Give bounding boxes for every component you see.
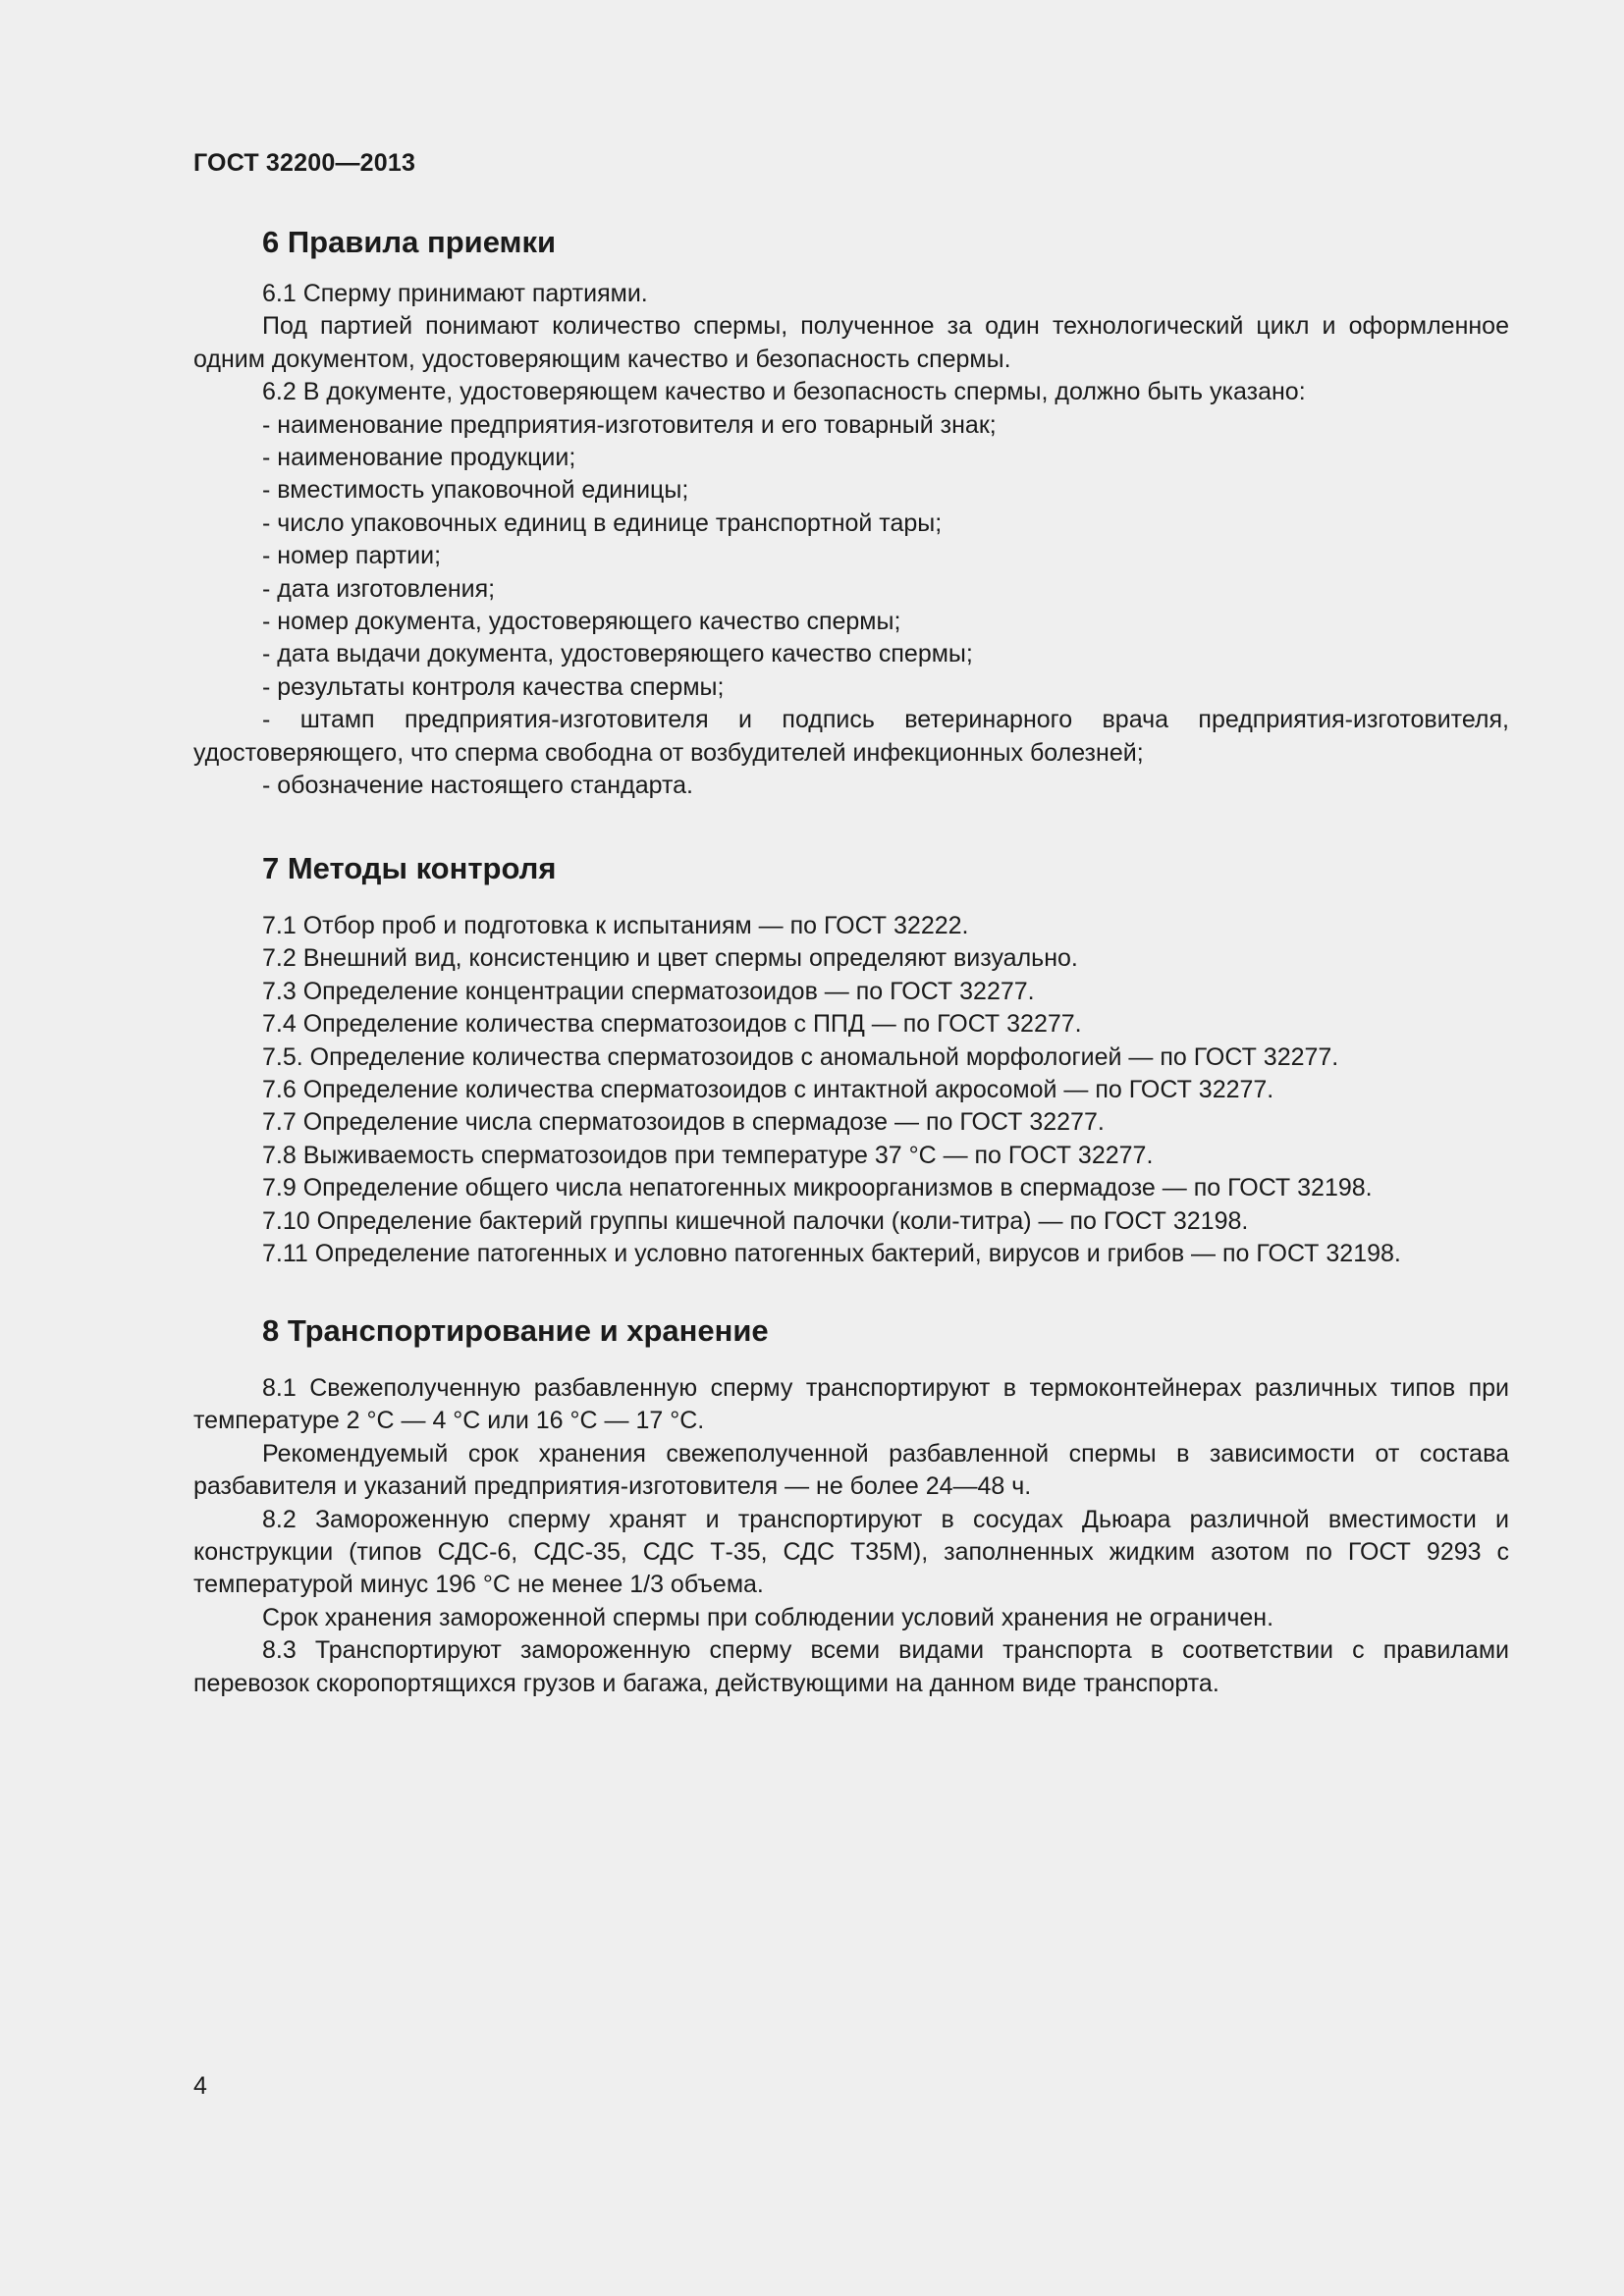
list-item: - число упаковочных единиц в единице транспортной тары; (262, 508, 943, 537)
section-8-paragraph-2: Рекомендуемый срок хранения свежеполученной разбавленной спермы в зависимости от состава разбавителя и указаний предприятия-изготовителя — не более 24—48 ч. (193, 1439, 1509, 1501)
list-item: 7.3 Определение концентрации сперматозоидов — по ГОСТ 32277. (262, 977, 1035, 1005)
list-item: 7.6 Определение количества сперматозоидов с интактной акросомой — по ГОСТ 32277. (262, 1076, 1274, 1104)
section-6-paragraph-1: 6.1 Сперму принимают партиями. (262, 280, 648, 307)
section-8-heading: 8 Транспортирование и хранение (262, 1313, 769, 1348)
section-6-paragraph-2: Под партией понимают количество спермы, полученное за один технологический цикл и оформленное одним документом, удостоверяющим качество и безопасность спермы. (193, 312, 1509, 373)
list-item: 7.1 Отбор проб и подготовка к испытаниям — по ГОСТ 32222. (262, 912, 969, 939)
list-item: - номер документа, удостоверяющего качество спермы; (262, 608, 901, 636)
list-item: 7.2 Внешний вид, консистенцию и цвет спермы определяют визуально. (262, 944, 1078, 973)
section-8-paragraph-3: 8.2 Замороженную сперму хранят и транспортируют в сосудах Дьюара различной вместимости и конструкции (типов СДС-6, СДС-35, СДС Т-35, СДС Т35М), заполненных жидким азотом по ГОСТ 9293 с температурой минус 196 °С не менее 1/3 объема. (193, 1505, 1509, 1599)
section-7 (193, 849, 1509, 1270)
section-7-heading: 7 Методы контроля (262, 851, 557, 885)
list-item: 7.7 Определение числа сперматозоидов в спермадозе — по ГОСТ 32277. (262, 1108, 1105, 1137)
list-item: 7.10 Определение бактерий группы кишечной палочки (коли-титра) — по ГОСТ 32198. (262, 1206, 1249, 1235)
list-item: - номер партии; (262, 542, 442, 570)
list-item: - вместимость упаковочной единицы; (262, 476, 689, 505)
list-item-stamp: - штамп предприятия-изготовителя и подпись ветеринарного врача предприятия-изготовителя, удостоверяющего, что сперма свободна от возбудителей инфекционных болезней; (193, 706, 1509, 767)
section-8-paragraph-4: Срок хранения замороженной спермы при соблюдении условий хранения не ограничен. (262, 1603, 1274, 1631)
list-item: 7.5. Определение количества сперматозоидов с аномальной морфологией — по ГОСТ 32277. (262, 1042, 1339, 1071)
page-number: 4 (193, 2072, 207, 2100)
section-6 (193, 223, 1509, 803)
list-item: 7.9 Определение общего числа непатогенных микроорганизмов в спермадозе — по ГОСТ 32198. (262, 1174, 1373, 1202)
section-8-paragraph-5: 8.3 Транспортируют замороженную сперму всеми видами транспорта в соответствии с правилами перевозок скоропортящихся грузов и багажа, действующими на данном виде транспорта. (193, 1636, 1509, 1697)
list-item: 7.8 Выживаемость сперматозоидов при температуре 37 °С — по ГОСТ 32277. (262, 1141, 1154, 1169)
list-item: - наименование предприятия-изготовителя и его товарный знак; (262, 410, 997, 439)
section-8-paragraph-1: 8.1 Свежеполученную разбавленную сперму транспортируют в термоконтейнерах различных типов при температуре 2 °С — 4 °С или 16 °С — 17 °С. (193, 1374, 1509, 1435)
list-item: - наименование продукции; (262, 444, 576, 472)
list-item: 7.11 Определение патогенных и условно патогенных бактерий, вирусов и грибов — по ГОСТ 32198. (262, 1240, 1401, 1268)
list-item: - дата выдачи документа, удостоверяющего качество спермы; (262, 640, 973, 668)
list-item: - дата изготовления; (262, 574, 496, 603)
section-6-heading: 6 Правила приемки (262, 225, 557, 259)
section-8 (193, 1311, 1509, 1700)
document-code: ГОСТ 32200—2013 (193, 149, 416, 177)
list-item: 7.4 Определение количества сперматозоидов с ППД — по ГОСТ 32277. (262, 1010, 1082, 1039)
list-item: - результаты контроля качества спермы; (262, 672, 725, 701)
list-item: - обозначение настоящего стандарта. (262, 772, 693, 800)
section-6-paragraph-3: 6.2 В документе, удостоверяющем качество и безопасность спермы, должно быть указано: (262, 378, 1306, 406)
